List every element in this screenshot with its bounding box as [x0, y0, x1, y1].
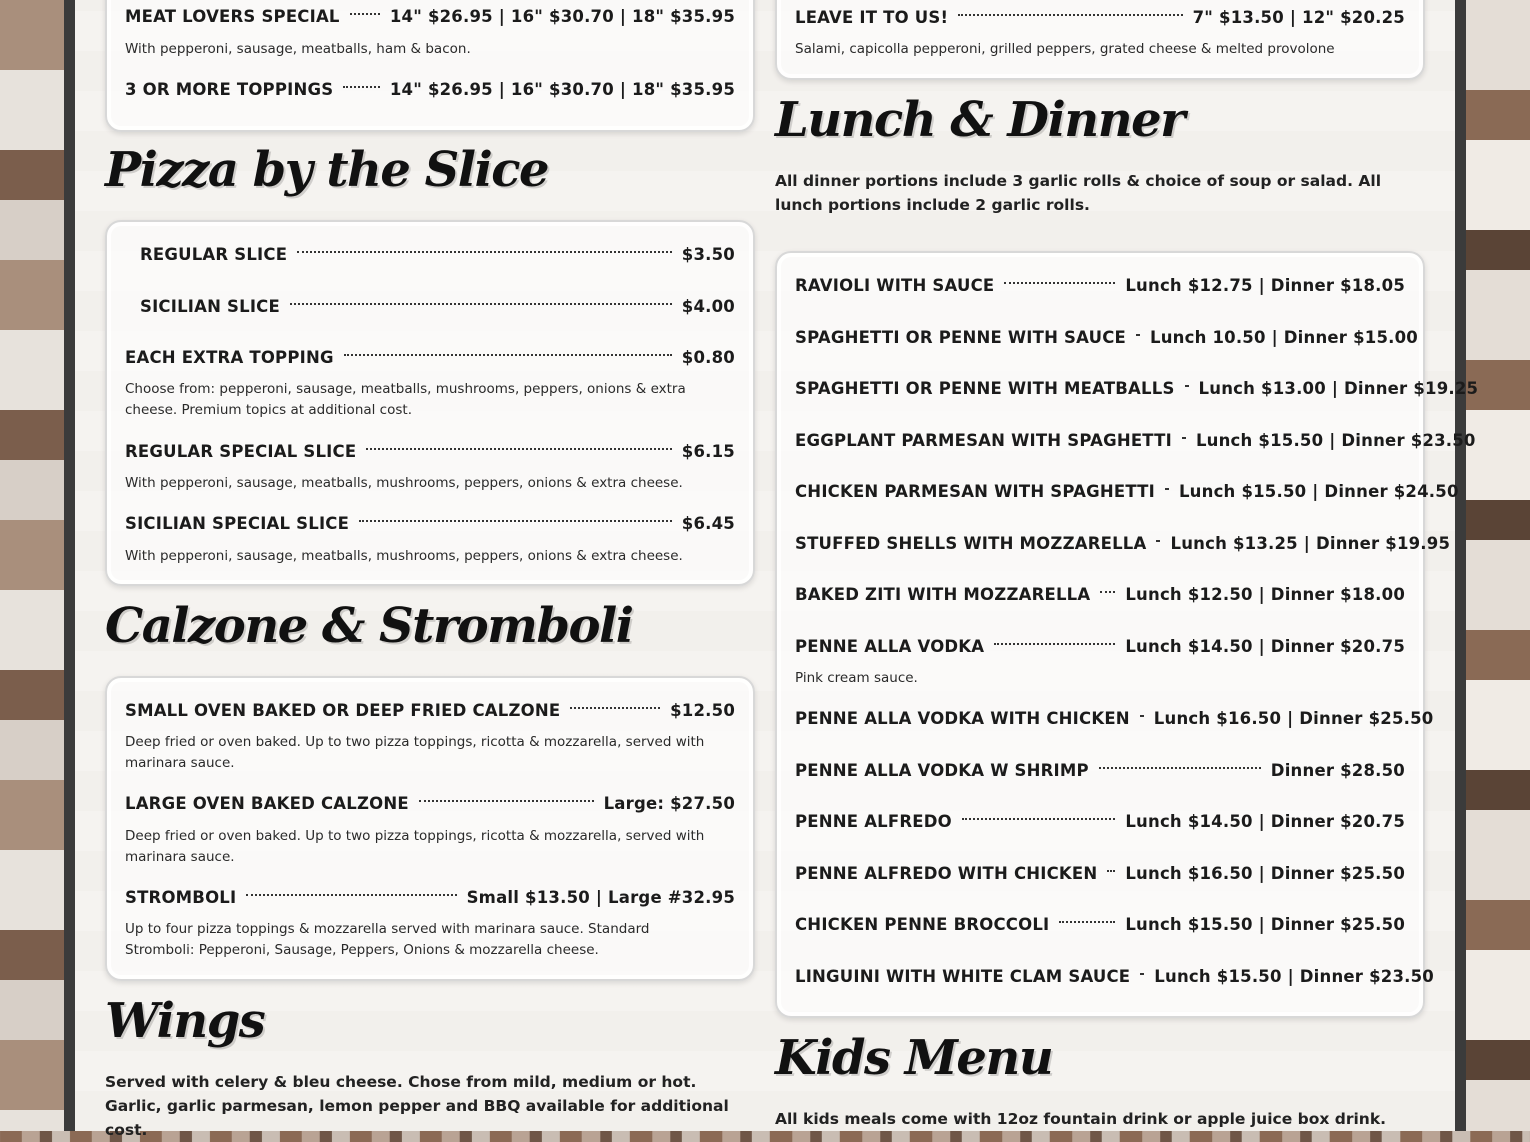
item-price: Lunch $14.50 | Dinner $20.75 — [1125, 636, 1405, 656]
menu-item — [125, 511, 735, 535]
item-price: Lunch $14.50 | Dinner $20.75 — [1125, 811, 1405, 831]
menu-item — [125, 4, 735, 28]
item-name: RAVIOLI WITH SAUCE — [795, 275, 995, 295]
dot-leader — [994, 643, 1115, 645]
section-title-lunch: Lunch & Dinner — [775, 92, 1184, 148]
item-price: 7" $13.50 | 12" $20.25 — [1192, 7, 1405, 27]
menu-item — [140, 242, 735, 266]
dot-leader — [350, 13, 380, 15]
menu-item — [795, 912, 1405, 936]
item-price: $0.80 — [681, 347, 735, 367]
item-name: STUFFED SHELLS WITH MOZZARELLA — [795, 533, 1147, 553]
dot-leader — [570, 707, 660, 709]
menu-item — [795, 376, 1479, 400]
section-title-kids: Kids Menu — [775, 1030, 1053, 1086]
item-description: With pepperoni, sausage, meatballs, ham & bacon. — [125, 41, 471, 57]
menu-item — [125, 345, 735, 369]
item-description: Pink cream sauce. — [795, 670, 918, 686]
dot-leader — [1059, 921, 1115, 923]
item-description: Salami, capicolla pepperoni, grilled peppers, grated cheese & melted provolone — [795, 41, 1335, 57]
item-price: Large: $27.50 — [603, 793, 735, 813]
item-name: SPAGHETTI OR PENNE WITH MEATBALLS — [795, 378, 1175, 398]
dot-leader — [1182, 437, 1186, 439]
item-price: Lunch $13.00 | Dinner $19.25 — [1198, 378, 1479, 398]
wings-intro: Served with celery & bleu cheese. Chose from mild, medium or hot. Garlic, garlic parmesan, lemon pepper and BBQ available for additional cost. — [105, 1073, 729, 1139]
item-description: Up to four pizza toppings & mozzarella served with marinara sauce. Standard Stromboli: Pepperoni, Sausage, Peppers, Onions & mozzarella cheese. — [125, 921, 650, 958]
dot-leader — [1156, 540, 1160, 542]
item-name: SPAGHETTI OR PENNE WITH SAUCE — [795, 327, 1126, 347]
dot-leader — [419, 800, 594, 802]
item-price: Lunch $15.50 | Dinner $24.50 — [1178, 481, 1459, 501]
dot-leader — [1100, 591, 1115, 593]
item-name: PENNE ALFREDO — [795, 811, 952, 831]
item-name: SMALL OVEN BAKED OR DEEP FRIED CALZONE — [125, 700, 561, 720]
item-name: SICILIAN SPECIAL SLICE — [125, 513, 350, 533]
item-name: EACH EXTRA TOPPING — [125, 347, 334, 367]
dot-leader — [344, 354, 672, 356]
menu-item — [795, 273, 1405, 297]
item-price: $6.15 — [681, 441, 735, 461]
menu-item — [795, 758, 1405, 782]
menu-item — [795, 325, 1418, 349]
menu-item — [795, 861, 1405, 885]
kids-intro: All kids meals come with 12oz fountain drink or apple juice box drink. — [775, 1110, 1387, 1128]
item-description: Deep fried or oven baked. Up to two pizza toppings, ricotta & mozzarella, served with marinara sauce. — [125, 734, 705, 771]
item-name: PENNE ALLA VODKA W SHRIMP — [795, 760, 1089, 780]
menu-item — [125, 885, 735, 909]
item-name: PENNE ALFREDO WITH CHICKEN — [795, 863, 1098, 883]
menu-item — [795, 428, 1476, 452]
menu-item — [125, 439, 735, 463]
menu-item — [795, 5, 1405, 29]
item-name: MEAT LOVERS SPECIAL — [125, 6, 340, 26]
item-price: Lunch $15.50 | Dinner $23.50 — [1195, 430, 1476, 450]
menu-item — [795, 479, 1459, 503]
item-price: Dinner $28.50 — [1270, 760, 1405, 780]
dot-leader — [297, 251, 672, 253]
item-price: 14" $26.95 | 16" $30.70 | 18" $35.95 — [389, 79, 735, 99]
item-price: Lunch $15.50 | Dinner $23.50 — [1154, 966, 1434, 986]
menu-item — [795, 531, 1451, 555]
item-name: PENNE ALLA VODKA — [795, 636, 985, 656]
dot-leader — [343, 86, 380, 88]
item-price: Lunch $12.50 | Dinner $18.00 — [1125, 584, 1405, 604]
menu-item — [795, 809, 1405, 833]
specialty-card — [775, 0, 1425, 80]
dot-leader — [1107, 870, 1115, 872]
item-description: With pepperoni, sausage, meatballs, mushrooms, peppers, onions & extra cheese. — [125, 475, 683, 491]
menu-item — [795, 634, 1405, 658]
slice-card — [105, 220, 755, 586]
item-name: SICILIAN SLICE — [140, 296, 280, 316]
item-price: Lunch 10.50 | Dinner $15.00 — [1149, 327, 1418, 347]
item-price: Lunch $16.50 | Dinner $25.50 — [1153, 708, 1434, 728]
calzone-card — [105, 676, 755, 981]
item-price: Lunch $12.75 | Dinner $18.05 — [1125, 275, 1405, 295]
item-description: Choose from: pepperoni, sausage, meatballs, mushrooms, peppers, onions & extra cheese. Premium topics at additional cost. — [125, 381, 686, 418]
menu-item — [125, 698, 735, 722]
dot-leader — [1136, 334, 1140, 336]
item-name: PENNE ALLA VODKA WITH CHICKEN — [795, 708, 1130, 728]
item-price: Lunch $16.50 | Dinner $25.50 — [1125, 863, 1405, 883]
item-name: REGULAR SLICE — [140, 244, 288, 264]
menu-item — [125, 77, 735, 101]
dot-leader — [1140, 973, 1144, 975]
dot-leader — [359, 520, 672, 522]
item-name: REGULAR SPECIAL SLICE — [125, 441, 357, 461]
menu-item — [125, 791, 735, 815]
item-name: LINGUINI WITH WHITE CLAM SAUCE — [795, 966, 1131, 986]
item-price: $6.45 — [681, 513, 735, 533]
item-name: BAKED ZITI WITH MOZZARELLA — [795, 584, 1091, 604]
item-name: EGGPLANT PARMESAN WITH SPAGHETTI — [795, 430, 1172, 450]
item-name: CHICKEN PARMESAN WITH SPAGHETTI — [795, 481, 1155, 501]
pizza-card — [105, 0, 755, 132]
item-price: Lunch $15.50 | Dinner $25.50 — [1125, 914, 1405, 934]
section-title-calzone: Calzone & Stromboli — [105, 598, 633, 654]
item-name: STROMBOLI — [125, 887, 237, 907]
section-title-wings: Wings — [105, 993, 265, 1049]
item-name: CHICKEN PENNE BROCCOLI — [795, 914, 1050, 934]
menu-item — [795, 582, 1405, 606]
menu-item — [795, 964, 1434, 988]
dot-leader — [1004, 282, 1115, 284]
section-title-slice: Pizza by the Slice — [105, 142, 549, 198]
item-price: Small $13.50 | Large #32.95 — [466, 887, 735, 907]
item-price: $4.00 — [681, 296, 735, 316]
dot-leader — [962, 818, 1115, 820]
brick-wall-right — [1466, 0, 1530, 1131]
brick-wall-left — [0, 0, 64, 1131]
item-name: LEAVE IT TO US! — [795, 7, 949, 27]
dot-leader — [1165, 488, 1169, 490]
dot-leader — [1099, 767, 1261, 769]
menu-item — [795, 706, 1434, 730]
lunch-intro: All dinner portions include 3 garlic rolls & choice of soup or salad. All lunch portions include 2 garlic rolls. — [775, 172, 1382, 214]
item-price: $12.50 — [670, 700, 735, 720]
menu-item — [140, 294, 735, 318]
item-price: 14" $26.95 | 16" $30.70 | 18" $35.95 — [389, 6, 735, 26]
dot-leader — [366, 448, 672, 450]
dot-leader — [1140, 715, 1144, 717]
lunch-card — [775, 251, 1479, 1018]
item-description: With pepperoni, sausage, meatballs, mushrooms, peppers, onions & extra cheese. — [125, 548, 683, 564]
item-price: Lunch $13.25 | Dinner $19.95 — [1170, 533, 1451, 553]
dot-leader — [290, 303, 672, 305]
dot-leader — [958, 14, 1182, 16]
item-price: $3.50 — [681, 244, 735, 264]
item-name: 3 OR MORE TOPPINGS — [125, 79, 334, 99]
dot-leader — [246, 894, 456, 896]
item-description: Deep fried or oven baked. Up to two pizza toppings, ricotta & mozzarella, served with marinara sauce. — [125, 828, 705, 865]
dot-leader — [1185, 385, 1189, 387]
item-name: LARGE OVEN BAKED CALZONE — [125, 793, 409, 813]
